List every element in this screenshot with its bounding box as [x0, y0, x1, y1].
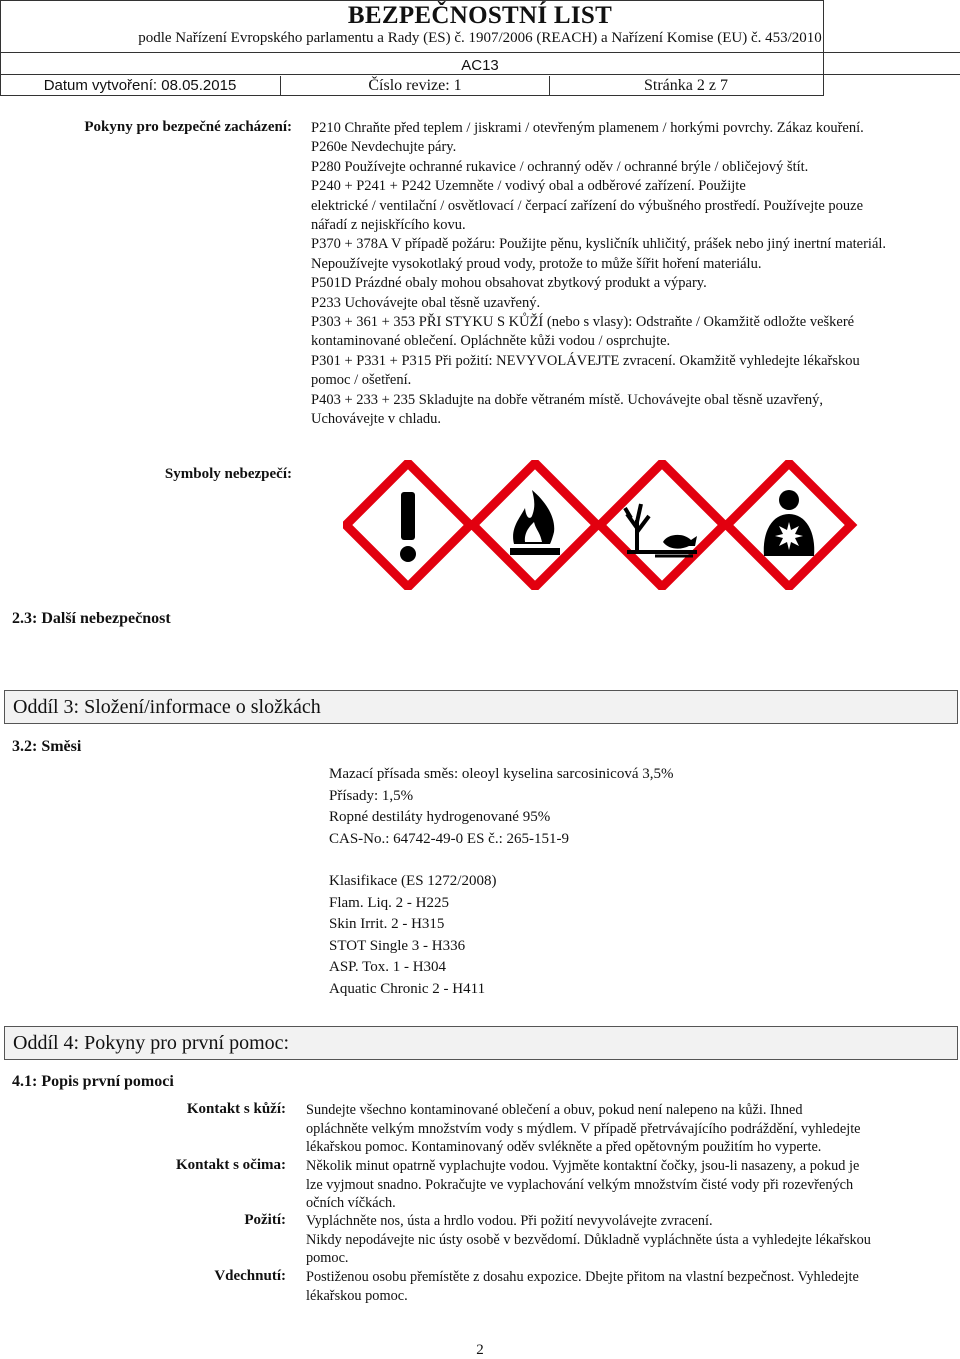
- skin-contact-label: Kontakt s kůží:: [186, 1101, 286, 1117]
- first-aid-line: Sundejte všechno kontaminované oblečení a obuv, pokud není nalepeno na kůži. Ihned: [306, 1102, 803, 1118]
- environment-icon: [600, 463, 724, 587]
- precaution-line: P260e Nevdechujte páry.: [311, 139, 457, 156]
- first-aid-line: opláchněte velkým množstvím vody s mýdlem. V případě přetrvávajícího podráždění, vyhledejte: [306, 1120, 861, 1137]
- first-aid-line: pomoc.: [306, 1250, 349, 1266]
- product-code: AC13: [461, 57, 499, 74]
- precaution-line: P280 Používejte ochranné rukavice / ochranný oděv / ochranné brýle / obličejový štít.: [311, 158, 809, 175]
- first-aid-line: lékařskou pomoc. Kontaminovaný oděv svlékněte a před opětovným použitím ho vyperte.: [306, 1139, 822, 1155]
- flame-icon: [473, 463, 597, 587]
- regulation-subtitle: podle Nařízení Evropského parlamentu a Rady (ES) č. 1907/2006 (REACH) a Nařízení Komise (EU) č. 453/2010: [138, 30, 822, 46]
- first-aid-line: Vypláchněte nos, ústa a hrdlo vodou. Při požití nevyvolávejte zvracení.: [306, 1213, 713, 1229]
- document-title: BEZPEČNOSTNÍ LIST: [347, 2, 613, 29]
- section-3-title: Oddíl 3: Složení/informace o složkách: [4, 690, 958, 724]
- precaution-line: P403 + 233 + 235 Skladujte na dobře větraném místě. Uchovávejte obal těsně uzavřený,: [311, 391, 824, 408]
- document-header: [0, 0, 824, 96]
- first-aid-line: Několik minut opatrně vyplachujte vodou. Vyjměte kontaktní čočky, jsou-li nasazeny, a pokud je: [306, 1158, 860, 1174]
- classification-line: STOT Single 3 - H336: [329, 937, 466, 954]
- health-hazard-icon: [727, 463, 851, 587]
- eye-contact-text: [306, 1157, 946, 1213]
- inhalation-label: Vdechnutí:: [214, 1268, 286, 1284]
- composition-line: Ropné destiláty hydrogenované 95%: [329, 809, 551, 825]
- other-hazards-heading: 2.3: Další nebezpečnost: [12, 610, 171, 627]
- precautions-text: [311, 119, 951, 430]
- classification-line: Klasifikace (ES 1272/2008): [329, 873, 497, 889]
- section-4-title: Oddíl 4: Pokyny pro první pomoc:: [4, 1026, 958, 1060]
- classification-line: Flam. Liq. 2 - H225: [329, 894, 449, 911]
- ingestion-text: [306, 1212, 946, 1268]
- precaution-line: P210 Chraňte před teplem / jiskrami / otevřeným plamenem / horkými povrchy. Zákaz kouření.: [311, 120, 864, 136]
- first-aid-line: lékařskou pomoc.: [306, 1287, 408, 1304]
- precaution-line: P303 + 361 + 353 PŘI STYKU S KŮŽÍ (nebo s vlasy): Odstraňte / Okamžitě odložte veškeré: [311, 314, 855, 331]
- precaution-line: kontaminované oblečení. Opláchněte kůži vodou / osprchujte.: [311, 333, 671, 350]
- page-indicator: Stránka 2 z 7: [644, 77, 728, 94]
- eye-contact-label: Kontakt s očima:: [176, 1157, 286, 1173]
- skin-contact-text: [306, 1101, 946, 1157]
- composition-line: Přísady: 1,5%: [329, 787, 414, 804]
- footer-page-number: 2: [476, 1342, 484, 1358]
- composition-line: CAS-No.: 64742-49-0 ES č.: 265-151-9: [329, 830, 569, 847]
- classification-list: [329, 871, 496, 1000]
- first-aid-line: Postiženou osobu přemístěte z dosahu expozice. Dbejte přitom na vlastní bezpečnost. Vyhledejte: [306, 1269, 859, 1285]
- precaution-line: elektrické / ventilační / osvětlovací / čerpací zařízení do výbušného prostředí. Používejte pouze: [311, 197, 864, 214]
- precaution-line: P240 + P241 + P242 Uzemněte / vodivý obal a odběrové zařízení. Použijte: [311, 178, 746, 195]
- first-aid-line: očních víčkách.: [306, 1195, 396, 1211]
- composition-list: [329, 764, 673, 850]
- precaution-line: nářadí z nejiskřícího kovu.: [311, 217, 466, 234]
- precaution-line: pomoc / ošetření.: [311, 372, 412, 389]
- first-aid-line: Nikdy nepodávejte nic ústy osobě v bezvědomí. Důkladně vypláchněte ústa a vyhledejte lékařskou: [306, 1231, 871, 1248]
- first-aid-line: lze vyjmout snadno. Pokračujte ve vyplachování velkým množstvím čisté vody při rozevřených: [306, 1176, 854, 1193]
- hazard-pictograms: [343, 460, 943, 590]
- precaution-line: P233 Uchovávejte obal těsně uzavřený.: [311, 294, 541, 311]
- section-4-1-heading: 4.1: Popis první pomoci: [12, 1073, 174, 1090]
- precautions-label: Pokyny pro bezpečné zacházení:: [84, 119, 292, 135]
- ingestion-label: Požití:: [244, 1212, 286, 1228]
- exclamation-mark-icon: [346, 463, 470, 587]
- hazard-symbols-label: Symboly nebezpečí:: [164, 466, 292, 482]
- precaution-line: Uchovávejte v chladu.: [311, 411, 442, 428]
- classification-line: Aquatic Chronic 2 - H411: [329, 980, 486, 997]
- inhalation-text: [306, 1268, 946, 1305]
- classification-line: Skin Irrit. 2 - H315: [329, 916, 445, 932]
- revision-number: Číslo revize: 1: [280, 76, 550, 96]
- creation-date: Datum vytvoření: 08.05.2015: [43, 77, 237, 94]
- section-3-2-heading: 3.2: Směsi: [12, 738, 82, 755]
- composition-line: Mazací přísada směs: oleoyl kyselina sarcosinicová 3,5%: [329, 766, 674, 782]
- precaution-line: Nepoužívejte vysokotlaký proud vody, protože to může šířit hoření materiálu.: [311, 255, 762, 272]
- precaution-line: P501D Prázdné obaly mohou obsahovat zbytkový produkt a výpary.: [311, 275, 707, 292]
- precaution-line: P301 + P331 + P315 Při požití: NEVYVOLÁVEJTE zvracení. Okamžitě vyhledejte lékařskou: [311, 352, 860, 369]
- classification-line: ASP. Tox. 1 - H304: [329, 959, 447, 975]
- precaution-line: P370 + 378A V případě požáru: Použijte pěnu, kysličník uhličitý, prášek nebo jiný inertní materiál.: [311, 236, 887, 253]
